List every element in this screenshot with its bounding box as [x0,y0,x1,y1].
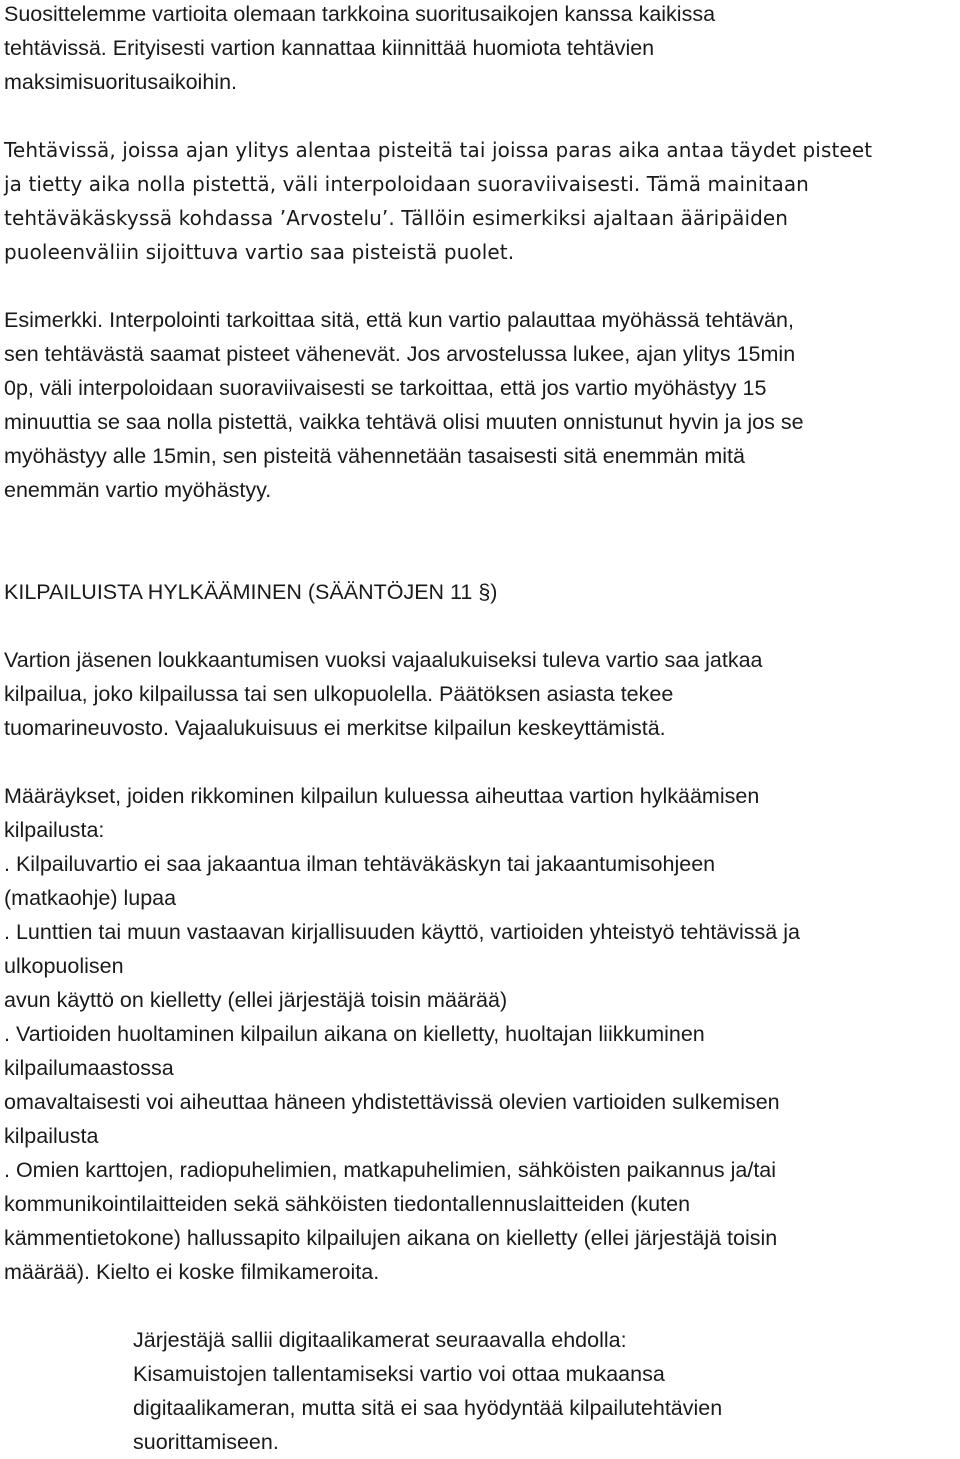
text-line: Järjestäjä sallii digitaalikamerat seuraavalla ehdolla: [133,1328,627,1352]
text-line: tuomarineuvosto. Vajaalukuisuus ei merkitse kilpailun keskeyttämistä. [4,716,666,740]
text-line: kämmentietokone) hallussapito kilpailujen aikana on kielletty (ellei järjestäjä toisin [4,1226,778,1250]
text-line: digitaalikameran, mutta sitä ei saa hyödyntää kilpailutehtävien [133,1396,723,1420]
text-line: myöhästyy alle 15min, sen pisteitä vähennetään tasaisesti sitä enemmän mitä [4,444,745,468]
text-line: kilpailusta [4,1124,99,1148]
rule-item-line: . Omien karttojen, radiopuhelimien, matkapuhelimien, sähköisten paikannus ja/tai [4,1158,777,1182]
text-line: Kisamuistojen tallentamiseksi vartio voi ottaa mukaansa [133,1362,665,1386]
text-line: sen tehtävästä saamat pisteet vähenevät. Jos arvostelussa lukee, ajan ylitys 15min [4,342,796,366]
text-line: kilpailua, joko kilpailussa tai sen ulkopuolella. Päätöksen asiasta tekee [4,682,674,706]
text-line: ja tietty aika nolla pistettä, väli interpoloidaan suoraviivaisesti. Tämä mainitaan [4,172,809,196]
section-heading: KILPAILUISTA HYLKÄÄMINEN (SÄÄNTÖJEN 11 §) [4,580,498,604]
text-line: kilpailumaastossa [4,1056,174,1080]
text-line: maksimisuoritusaikoihin. [4,70,237,94]
text-line: Vartion jäsenen loukkaantumisen vuoksi vajaalukuiseksi tuleva vartio saa jatkaa [4,648,763,672]
rule-item-line: . Vartioiden huoltaminen kilpailun aikana on kielletty, huoltajan liikkuminen [4,1022,705,1046]
text-line: puoleenväliin sijoittuva vartio saa pisteistä puolet. [4,240,515,264]
text-line: enemmän vartio myöhästyy. [4,478,272,502]
text-line: Tehtävissä, joissa ajan ylitys alentaa pisteitä tai joissa paras aika antaa täydet pisteet [4,138,873,162]
text-line: tehtäväkäskyssä kohdassa ’Arvostelu’. Tällöin esimerkiksi ajaltaan ääripäiden [4,206,789,230]
rule-item-line: . Lunttien tai muun vastaavan kirjallisuuden käyttö, vartioiden yhteistyö tehtävissä ja [4,920,800,944]
text-line: (matkaohje) lupaa [4,886,177,910]
text-line: ulkopuolisen [4,954,124,978]
text-line: minuuttia se saa nolla pistettä, vaikka tehtävä olisi muuten onnistunut hyvin ja jos se [4,410,804,434]
rule-item-line: . Kilpailuvartio ei saa jakaantua ilman tehtäväkäskyn tai jakaantumisohjeen [4,852,716,876]
text-line: avun käyttö on kielletty (ellei järjestäjä toisin määrää) [4,988,508,1012]
text-line: kommunikointilaitteiden sekä sähköisten tiedontallennuslaitteiden (kuten [4,1192,691,1216]
text-line: 0p, väli interpoloidaan suoraviivaisesti se tarkoittaa, että jos vartio myöhästyy 15 [4,376,767,400]
text-line: Esimerkki. Interpolointi tarkoittaa sitä, että kun vartio palauttaa myöhässä tehtävän, [4,308,794,332]
text-line: Määräykset, joiden rikkominen kilpailun kuluessa aiheuttaa vartion hylkäämisen [4,784,760,808]
text-line: määrää). Kielto ei koske filmikameroita. [4,1260,380,1284]
text-line: omavaltaisesti voi aiheuttaa häneen yhdistettävissä olevien vartioiden sulkemisen [4,1090,780,1114]
text-line: suorittamiseen. [133,1430,279,1454]
text-line: kilpailusta: [4,818,105,842]
text-line: Suosittelemme vartioita olemaan tarkkoina suoritusaikojen kanssa kaikissa [4,2,716,26]
text-line: tehtävissä. Erityisesti vartion kannattaa kiinnittää huomiota tehtävien [4,36,655,60]
